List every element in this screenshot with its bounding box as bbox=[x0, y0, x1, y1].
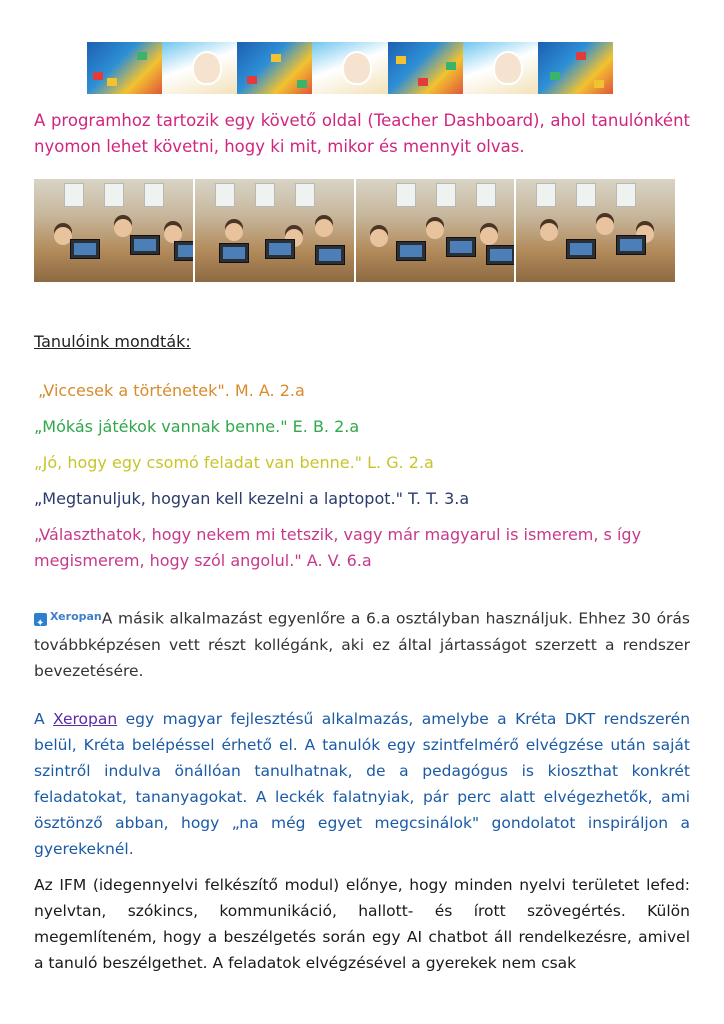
paragraph-text: A bbox=[34, 710, 54, 728]
banner-professor-illustration bbox=[162, 42, 237, 94]
banner-illustration bbox=[538, 42, 613, 94]
classroom-photo bbox=[34, 179, 193, 282]
student-quote: „Választhatok, hogy nekem mi tetszik, vagy már magyarul is ismerem, s így megismerem, hogy szól angolul." A. V. 6.a bbox=[34, 525, 642, 570]
classroom-photo bbox=[195, 179, 354, 282]
xeropan-link[interactable]: Xeropan bbox=[53, 710, 118, 728]
classroom-photo bbox=[516, 179, 675, 282]
classroom-photo-strip bbox=[34, 179, 675, 282]
banner-illustration bbox=[237, 42, 312, 94]
student-quote: „Jó, hogy egy csomó feladat van benne." L. G. 2.a bbox=[34, 453, 434, 472]
student-quote: „Viccesek a történetek". M. A. 2.a bbox=[38, 381, 305, 400]
paragraph-text: A másik alkalmazást egyenlőre a 6.a osztályban használjuk. Ehhez 30 órás továbbképzésen vett részt kollégánk, aki ez által jártasságot szerzett a rendszer bevezetésére. bbox=[34, 609, 690, 680]
banner-professor-illustration bbox=[463, 42, 538, 94]
section-heading: Tanulóink mondták: bbox=[34, 332, 191, 351]
banner-professor-illustration bbox=[312, 42, 387, 94]
xeropan-description-paragraph bbox=[34, 706, 690, 862]
xeropan-logo bbox=[34, 604, 102, 630]
xeropan-intro-paragraph bbox=[34, 604, 690, 684]
classroom-photo bbox=[356, 179, 515, 282]
paragraph-text: egy magyar fejlesztésű alkalmazás, amelybe a Kréta DKT rendszerén belül, Kréta belépéssel érhető el. A tanulók egy szintfelmérő elvégzése után saját szintről indulva önállóan tanulhatnak, de a pedagógus is kioszthat konkrét feladatokat, tananyagokat. A leckék falatnyiak, pár perc alatt elvégezhetők, ami ösztönző abban, hogy „na még egyet megcsinálok" gondolatot inspiráljon a gyerekeknél. bbox=[34, 710, 691, 858]
student-quote: „Mókás játékok vannak benne." E. B. 2.a bbox=[34, 417, 360, 436]
student-quote: „Megtanuljuk, hogyan kell kezelni a laptopot." T. T. 3.a bbox=[34, 489, 470, 508]
banner-illustration bbox=[87, 42, 162, 94]
xeropan-logo-text: Xeropan bbox=[50, 610, 102, 623]
xeropan-logo-icon bbox=[34, 613, 47, 626]
ifm-paragraph: Az IFM (idegennyelvi felkészítő modul) előnye, hogy minden nyelvi területet lefed: nyelvtan, szókincs, kommunikáció, hallott- és írott szövegértés. Külön megemlíteném, hogy a beszélgetés során egy AI chatbot áll rendelkezésre, amivel a tanuló beszélgethet. A feladatok elvégzésével a gyerekek nem csak bbox=[34, 876, 690, 972]
intro-paragraph: A programhoz tartozik egy követő oldal (Teacher Dashboard), ahol tanulónként nyomon lehet követni, hogy ki mit, mikor és mennyit olvas. bbox=[34, 111, 690, 156]
banner-illustration bbox=[388, 42, 463, 94]
app-banner-image bbox=[87, 42, 613, 94]
